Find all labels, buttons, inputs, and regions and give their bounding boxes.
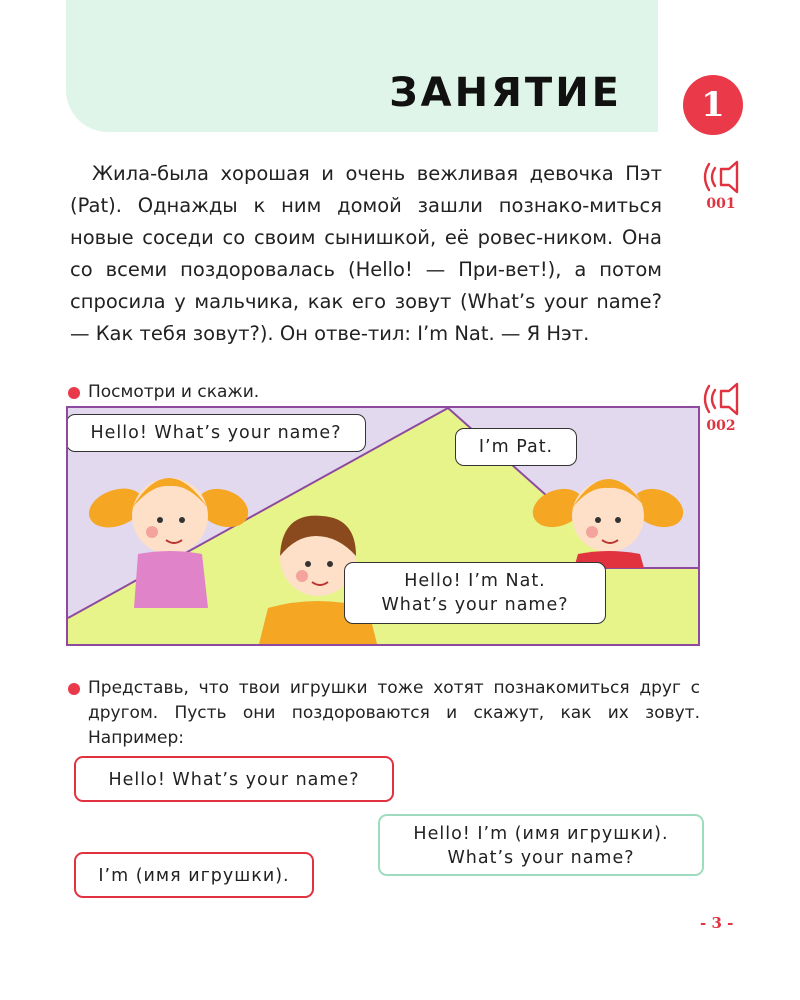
task-look-and-say	[88, 380, 259, 405]
lesson-header-band	[66, 0, 658, 132]
speaker-icon	[701, 382, 741, 416]
audio-code: 001	[706, 196, 736, 212]
audio-code: 002	[706, 418, 736, 434]
story-text	[70, 158, 662, 350]
comic-bubble-boy-nat	[344, 562, 606, 624]
bubble-text-line: What’s your name?	[447, 848, 635, 868]
page-number: - 3 -	[700, 914, 734, 932]
comic-panel	[66, 406, 700, 646]
example-bubble-im	[74, 852, 314, 898]
story-paragraph: Жила-была хорошая и очень вежливая девочка Пэт (Pat). Однажды к ним домой зашли познако-миться новые соседи со своим сынишкой, её ровес-ником. Она со всеми поздоровалась (Hello! — При-вет!), а потом спросила у мальчика, как его зовут (What’s your name? — Как тебя зовут?). Он отве-тил: I’m Nat. — Я Нэт.	[70, 162, 662, 345]
speaker-icon	[701, 160, 741, 194]
example-bubble-toy-name	[378, 814, 704, 876]
bubble-text: I’m Pat.	[478, 437, 554, 457]
bubble-text: I’m (имя игрушки).	[98, 866, 290, 886]
lesson-number-badge: 1	[683, 75, 743, 135]
bubble-text-line: Hello! I’m Nat.	[404, 571, 546, 591]
bubble-text: Hello! What’s your name?	[90, 423, 342, 443]
bubble-text-line: What’s your name?	[381, 595, 569, 615]
bubble-text: Hello! What’s your name?	[108, 770, 360, 790]
audio-track-001[interactable]	[696, 160, 746, 212]
task-toys-introduction	[88, 676, 700, 751]
bullet-icon	[68, 683, 80, 695]
comic-bubble-girl-hello	[66, 414, 366, 452]
task-label: Посмотри и скажи.	[88, 382, 260, 402]
bullet-icon	[68, 387, 80, 399]
example-bubble-hello	[74, 756, 394, 802]
lesson-title: ЗАНЯТИЕ	[389, 70, 622, 116]
comic-bubble-girl-pat	[455, 428, 577, 466]
task-label: Представь, что твои игрушки тоже хотят познакомиться друг с другом. Пусть они поздороваются и скажут, как их зовут. Например:	[88, 678, 700, 748]
bubble-text-line: Hello! I’m (имя игрушки).	[413, 824, 669, 844]
audio-track-002[interactable]	[696, 382, 746, 434]
